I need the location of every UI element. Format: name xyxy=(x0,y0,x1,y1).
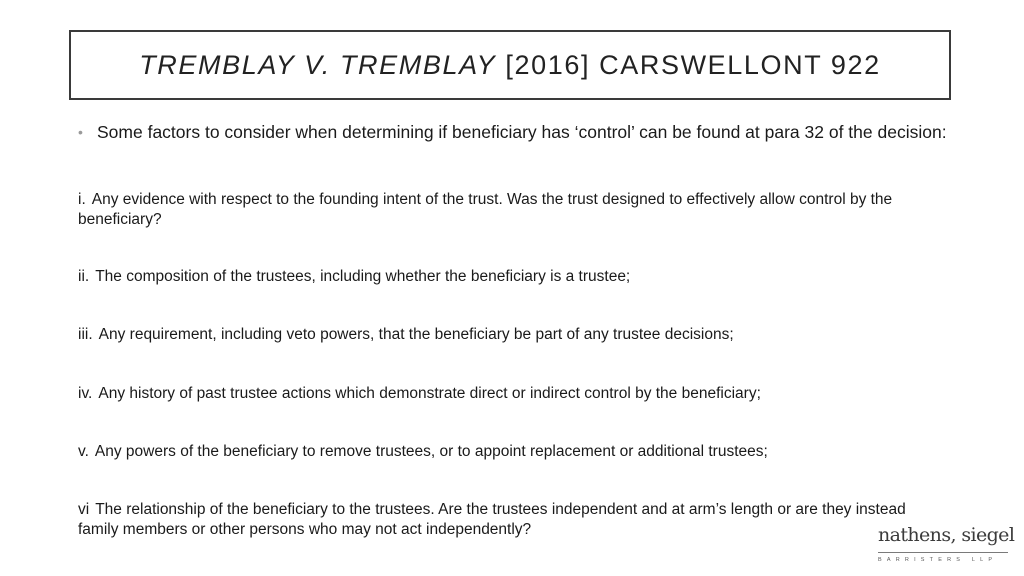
factor-number: iv. xyxy=(78,385,93,402)
factor-text: Any powers of the beneficiary to remove trustees, or to appoint replacement or additional trustees; xyxy=(94,443,768,460)
title-box xyxy=(69,30,951,100)
factor-text: The composition of the trustees, including whether the beneficiary is a trustee; xyxy=(95,268,631,285)
factor-item-5 xyxy=(78,442,948,462)
factor-number: vi xyxy=(78,501,90,518)
logo-divider xyxy=(878,552,1008,553)
factor-text: Any history of past trustee actions which demonstrate direct or indirect control by the beneficiary; xyxy=(98,385,761,402)
factor-text: Any evidence with respect to the founding intent of the trust. Was the trust designed to effectively allow control by the beneficiary? xyxy=(78,191,893,228)
intro-bullet-text: Some factors to consider when determining if beneficiary has ‘control’ can be found at para 32 of the decision: xyxy=(97,122,947,142)
factor-number: v. xyxy=(78,443,89,460)
intro-bullet xyxy=(78,122,948,143)
logo-name: nathens, siegel xyxy=(878,524,1015,546)
factor-text: Any requirement, including veto powers, that the beneficiary be part of any trustee decisions; xyxy=(98,326,734,343)
factor-item-3 xyxy=(78,325,948,345)
factor-number: ii. xyxy=(78,268,90,285)
factor-number: iii. xyxy=(78,326,93,343)
factor-number: i. xyxy=(78,191,86,208)
bullet-icon: • xyxy=(78,124,83,140)
factor-text: The relationship of the beneficiary to the trustees. Are the trustees independent and at arm’s length or are they instead family members or other persons who may not act independently? xyxy=(78,501,906,538)
factor-item-2 xyxy=(78,267,948,287)
title-citation: [2016] CARSWELLONT 922 xyxy=(505,49,881,80)
slide-title xyxy=(139,50,881,81)
logo-subtitle: BARRISTERS LLP xyxy=(878,557,998,563)
title-case-name: TREMBLAY V. TREMBLAY xyxy=(139,49,497,80)
factor-item-1 xyxy=(78,190,948,230)
factor-item-4 xyxy=(78,384,948,404)
factor-item-6 xyxy=(78,500,948,540)
firm-logo xyxy=(876,524,1015,570)
